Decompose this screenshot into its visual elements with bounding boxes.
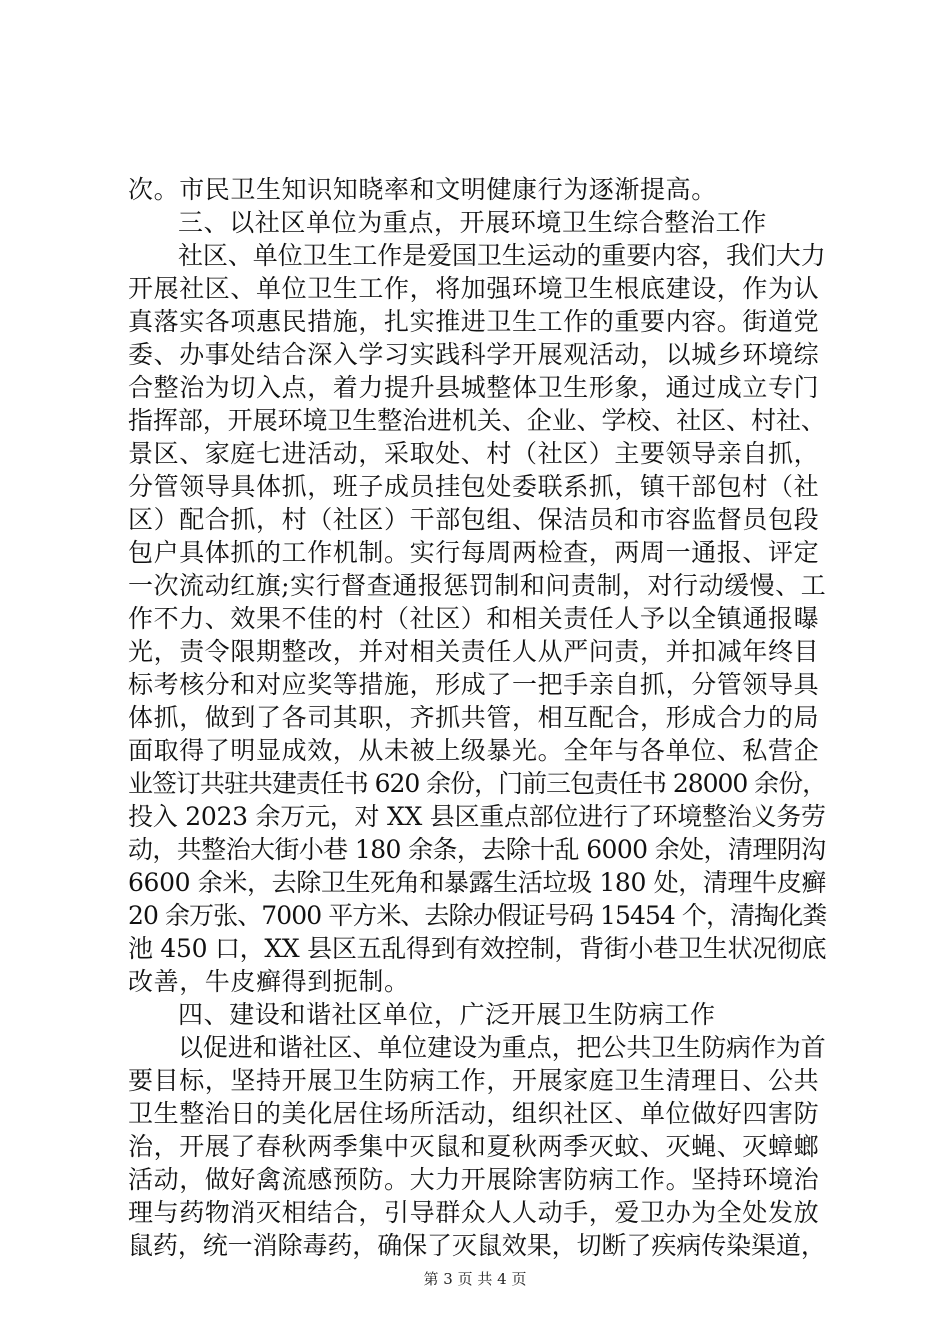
text-line: 鼠药，统一消除毒药，确保了灭鼠效果，切断了疾病传染渠道， <box>128 1231 826 1260</box>
text-line: 合整治为切入点，着力提升县城整体卫生形象，通过成立专门 <box>128 373 820 402</box>
text-line: 分管领导具体抓，班子成员挂包处委联系抓，镇干部包村（社 <box>128 472 820 501</box>
text-line: 指挥部，开展环境卫生整治进机关、企业、学校、社区、村社、 <box>128 406 826 435</box>
text-line: 真落实各项惠民措施，扎实推进卫生工作的重要内容。街道党 <box>128 307 820 336</box>
text-line: 卫生整治日的美化居住场所活动，组织社区、单位做好四害防 <box>128 1099 820 1128</box>
text-line: 标考核分和对应奖等措施，形成了一把手亲自抓，分管领导具 <box>128 670 820 699</box>
text-line: 以促进和谐社区、单位建设为重点，把公共卫生防病作为首 <box>178 1033 826 1062</box>
text-line: 包户具体抓的工作机制。实行每周两检查，两周一通报、评定 <box>128 538 820 567</box>
text-line: 20 余万张、7000 平方米、去除办假证号码 15454 个，清掏化粪 <box>128 901 827 930</box>
text-line: 活动，做好禽流感预防。大力开展除害防病工作。坚持环境治 <box>128 1165 820 1194</box>
text-line: 业签订共驻共建责任书 620 余份，门前三包责任书 28000 余份， <box>128 769 827 798</box>
text-line: 作不力、效果不佳的村（社区）和相关责任人予以全镇通报曝 <box>128 604 820 633</box>
section-heading-3: 三、以社区单位为重点，开展环境卫生综合整治工作 <box>178 208 767 237</box>
text-line: 面取得了明显成效，从未被上级暴光。全年与各单位、私营企 <box>128 736 820 765</box>
text-line: 开展社区、单位卫生工作，将加强环境卫生根底建设，作为认 <box>128 274 820 303</box>
text-line: 次。市民卫生知识知晓率和文明健康行为逐渐提高。 <box>128 175 717 204</box>
text-line: 委、办事处结合深入学习实践科学开展观活动，以城乡环境综 <box>128 340 820 369</box>
page-number-footer: 第 3 页 共 4 页 <box>423 1270 527 1288</box>
text-line: 光，责令限期整改，并对相关责任人从严问责，并扣减年终目 <box>128 637 820 666</box>
text-line: 区）配合抓，村（社区）干部包组、保洁员和市容监督员包段 <box>128 505 820 534</box>
text-line: 一次流动红旗;实行督查通报惩罚制和问责制，对行动缓慢、工 <box>128 571 827 600</box>
text-line: 6600 余米，去除卫生死角和暴露生活垃圾 180 处，清理牛皮癣 <box>128 868 826 897</box>
text-line: 体抓，做到了各司其职，齐抓共管，相互配合，形成合力的局 <box>128 703 820 732</box>
text-line: 投入 2023 余万元，对 XX 县区重点部位进行了环境整治义务劳 <box>128 802 826 831</box>
section-heading-4: 四、建设和谐社区单位，广泛开展卫生防病工作 <box>178 1000 716 1029</box>
text-line: 治，开展了春秋两季集中灭鼠和夏秋两季灭蚊、灭蝇、灭蟑螂 <box>128 1132 820 1161</box>
text-line: 理与药物消灭相结合，引导群众人人动手，爱卫办为全处发放 <box>128 1198 820 1227</box>
text-line: 池 450 口，XX 县区五乱得到有效控制，背街小巷卫生状况彻底 <box>128 934 827 963</box>
text-line: 改善，牛皮癣得到扼制。 <box>128 967 410 996</box>
text-line: 要目标，坚持开展卫生防病工作，开展家庭卫生清理日、公共 <box>128 1066 820 1095</box>
text-line: 景区、家庭七进活动，采取处、村（社区）主要领导亲自抓， <box>128 439 820 468</box>
text-line: 社区、单位卫生工作是爱国卫生运动的重要内容，我们大力 <box>178 241 826 270</box>
text-line: 动，共整治大街小巷 180 余条，去除十乱 6000 余处，清理阴沟 <box>128 835 826 864</box>
